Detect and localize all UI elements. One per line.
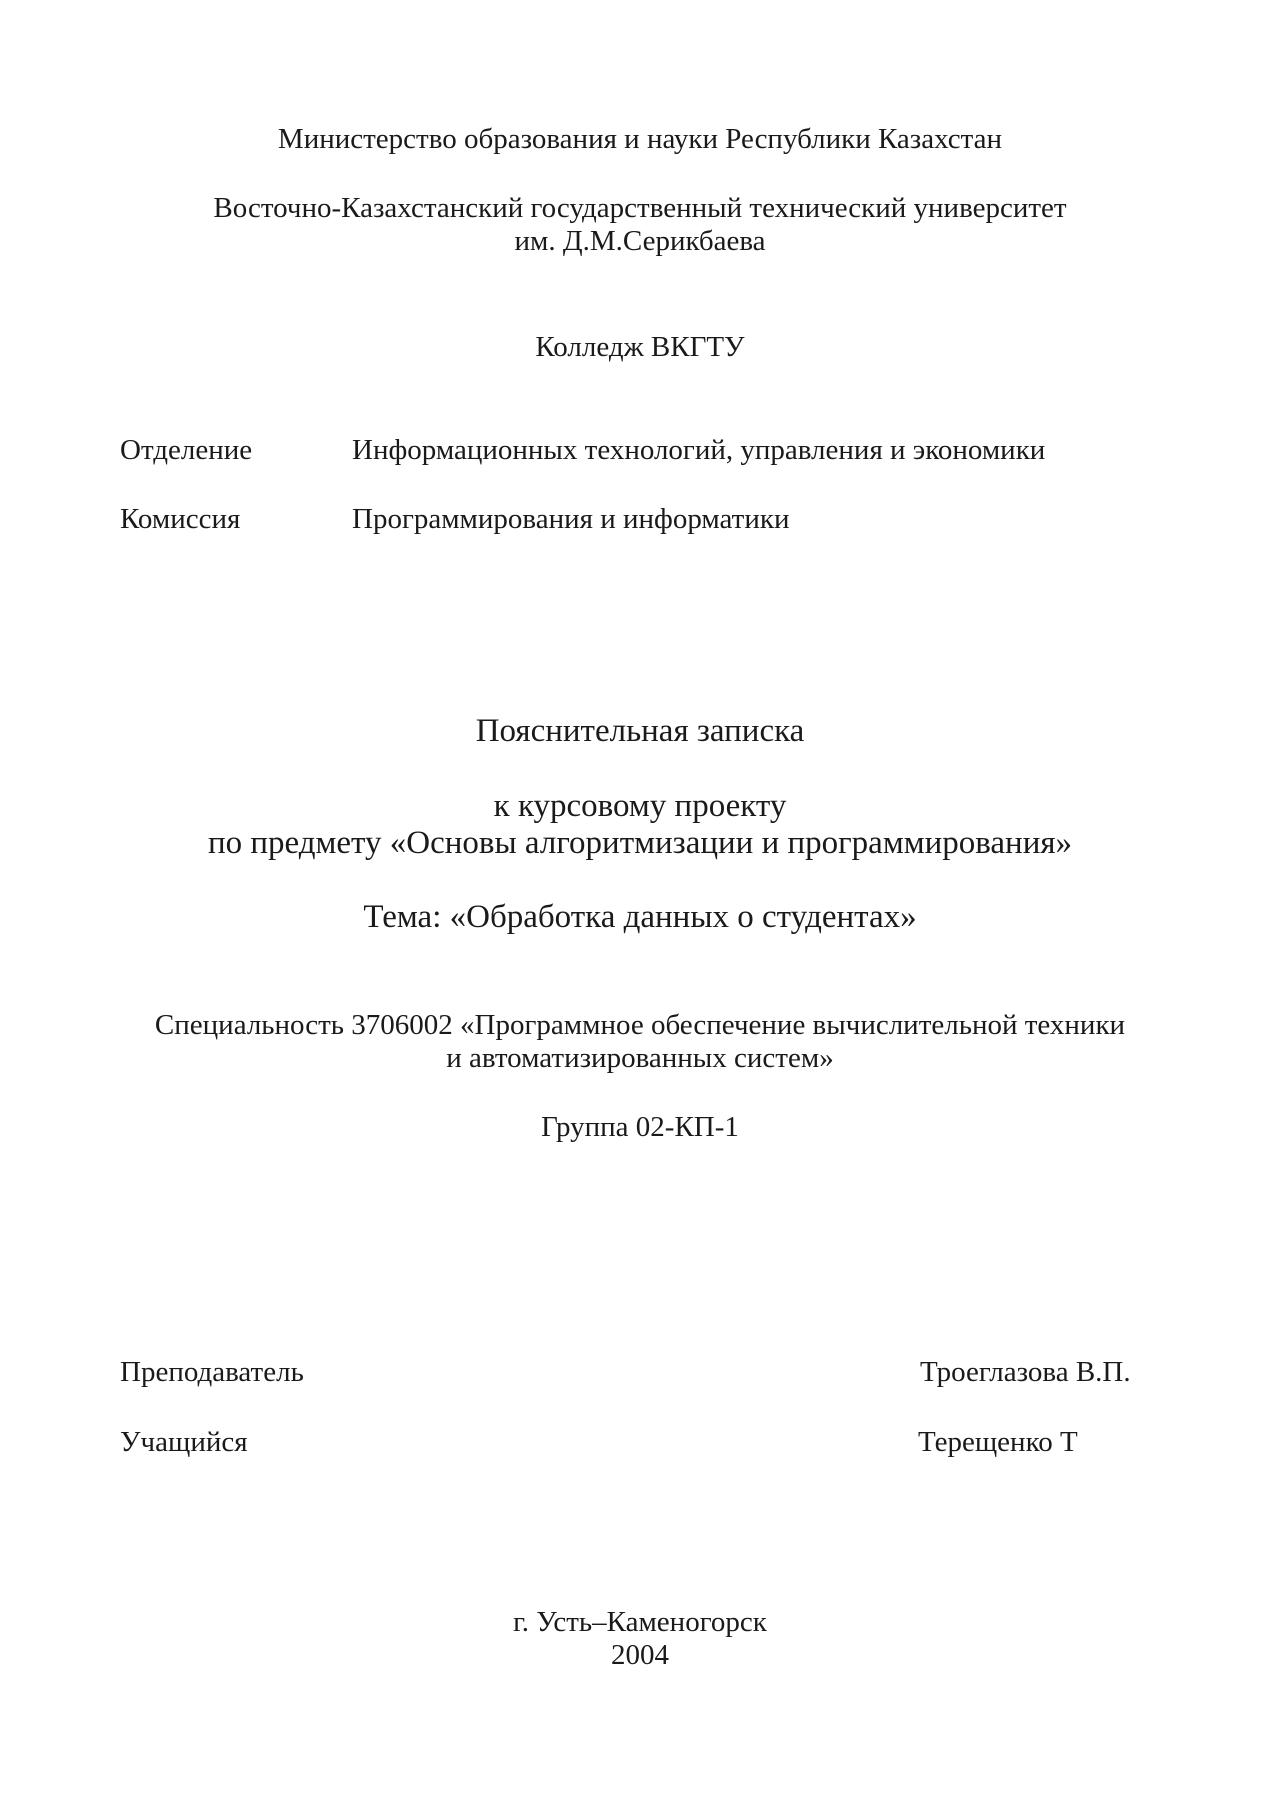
university-name-line1: Восточно-Казахстанский государственный технический университет [213, 192, 1067, 224]
teacher-label: Преподаватель [120, 1356, 304, 1388]
project-line1: к курсовому проекту [493, 788, 787, 824]
specialty-line2: и автоматизированных систем» [446, 1042, 834, 1074]
specialty-line1: Специальность 3706002 «Программное обеспечение вычислительной техники [154, 1009, 1126, 1041]
college-name: Колледж ВКГТУ [535, 331, 745, 363]
city-name: г. Усть–Каменогорск [513, 1606, 767, 1638]
commission-label: Комиссия [120, 503, 241, 535]
ministry-heading: Министерство образования и науки Республики Казахстан [277, 123, 1003, 155]
department-label: Отделение [120, 434, 253, 466]
commission-value: Программирования и информатики [352, 503, 790, 535]
teacher-name: Троеглазова В.П. [920, 1356, 1131, 1388]
student-label: Учащийся [120, 1426, 248, 1458]
student-name: Терещенко Т [918, 1426, 1078, 1458]
university-name-line2: им. Д.М.Серикбаева [514, 225, 766, 257]
project-subject-line: по предмету «Основы алгоритмизации и программирования» [207, 825, 1073, 861]
year: 2004 [611, 1639, 669, 1671]
group-name: Группа 02-КП-1 [541, 1111, 739, 1143]
project-topic: Тема: «Обработка данных о студентах» [363, 899, 917, 935]
department-value: Информационных технологий, управления и экономики [352, 434, 1046, 466]
document-type-title: Пояснительная записка [475, 713, 805, 749]
